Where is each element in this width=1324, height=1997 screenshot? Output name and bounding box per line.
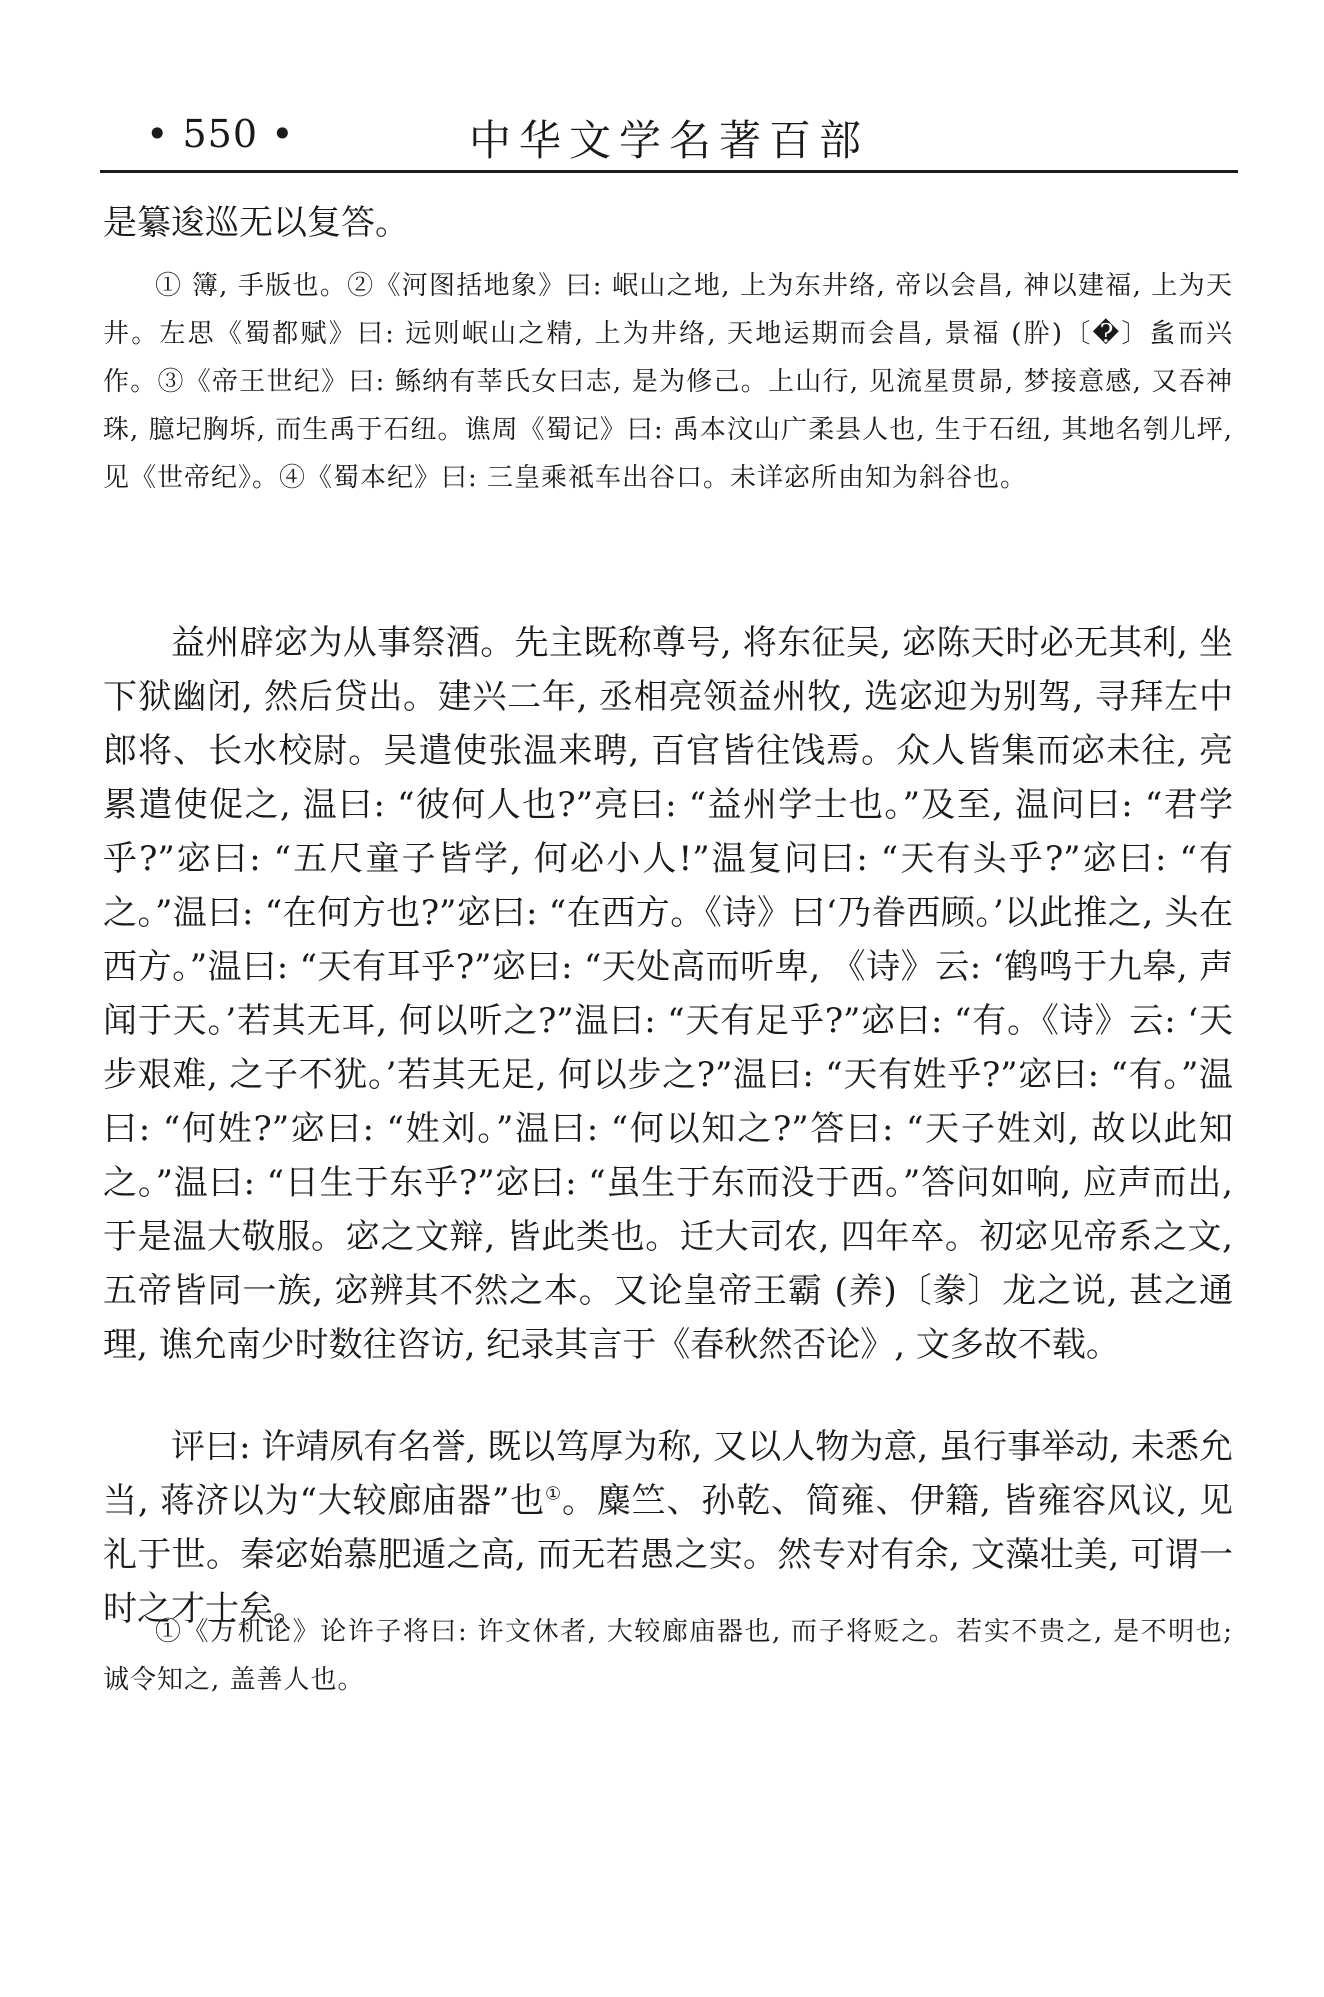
header-rule xyxy=(100,170,1238,173)
commentary-text-a: 评曰: 许靖夙有名誉, 既以笃厚为称, 又以人物为意, 虽行事举动, 未悉允当, 蒋济以为“大较廊庙器”也 xyxy=(103,1427,1233,1521)
book-title: 中华文学名著百部 xyxy=(468,116,869,165)
page-number: • 550 • xyxy=(146,112,295,156)
main-paragraph: 益州辟宓为从事祭酒。先主既称尊号, 将东征吴, 宓陈天时必无其利, 坐下狱幽闭, 然后贷出。建兴二年, 丞相亮领益州牧, 选宓迎为别驾, 寻拜左中郎将、长水校尉。吴遣使张温来聘, 百官皆往饯焉。众人皆集而宓未往, 亮累遣使促之, 温曰: “彼何人也?”亮曰: “益州学士也。”及至, 温问曰: “君学乎?”宓曰: “五尺童子皆学, 何必小人!”温复问曰: “天有头乎?”宓曰: “有之。”温曰: “在何方也?”宓曰: “在西方。《诗》曰‘乃眷西顾。’以此推之, 头在西方。”温曰: “天有耳乎?”宓曰: “天处高而听卑, 《诗》云: ‘鹤鸣于九皋, 声闻于天。’若其无耳, 何以听之?”温曰: “天有足乎?”宓曰: “有。《诗》云: ‘天步艰难, 之子不犹。’若其无足, 何以步之?”温曰: “天有姓乎?”宓曰: “有。”温曰: “何姓?”宓曰: “姓刘。”温曰: “何以知之?”答曰: “天子姓刘, 故以此知之。”温曰: “日生于东乎?”宓曰: “虽生于东而没于西。”答问如响, 应声而出, 于是温大敬服。宓之文辩, 皆此类也。迁大司农, 四年卒。初宓见帝系之文, 五帝皆同一族, 宓辨其不然之本。又论皇帝王霸 (养)〔豢〕龙之说, 甚之通理, 谯允南少时数往咨访, 纪录其言于《春秋然否论》, 文多故不载。 xyxy=(103,623,1233,1365)
footnote-block-2: ①《万机论》论许子将曰: 许文休者, 大较廊庙器也, 而子将贬之。若实不贵之, 是不明也; 诚令知之, 盖善人也。 xyxy=(103,1617,1233,1695)
continuation-line: 是纂逡巡无以复答。 xyxy=(103,203,409,243)
commentary-paragraph xyxy=(103,1420,1233,1636)
footnote-block-1: ① 簿, 手版也。②《河图括地象》曰: 岷山之地, 上为东井络, 帝以会昌, 神以建福, 上为天井。左思《蜀都赋》曰: 远则岷山之精, 上为井络, 天地运期而会昌, 景福 (肸)〔�〕蚃而兴作。③《帝王世纪》曰: 鲧纳有莘氏女曰志, 是为修己。上山行, 见流星贯昴, 梦接意感, 又吞神珠, 臆圮胸坼, 而生禹于石纽。谯周《蜀记》曰: 禹本汶山广柔县人也, 生于石纽, 其地名刳儿坪, 见《世帝纪》。④《蜀本纪》曰: 三皇乘祗车出谷口。未详宓所由知为斜谷也。 xyxy=(103,271,1233,493)
commentary-text-b: 。麋竺、孙乾、简雍、伊籍, 皆雍容风议, 见礼于世。秦宓始慕肥遁之高, 而无若愚之实。然专对有余, 文藻壮美, 可谓一时之才士矣。 xyxy=(103,1481,1233,1629)
running-header xyxy=(100,108,1238,168)
footnote-mark: ① xyxy=(545,1483,562,1505)
